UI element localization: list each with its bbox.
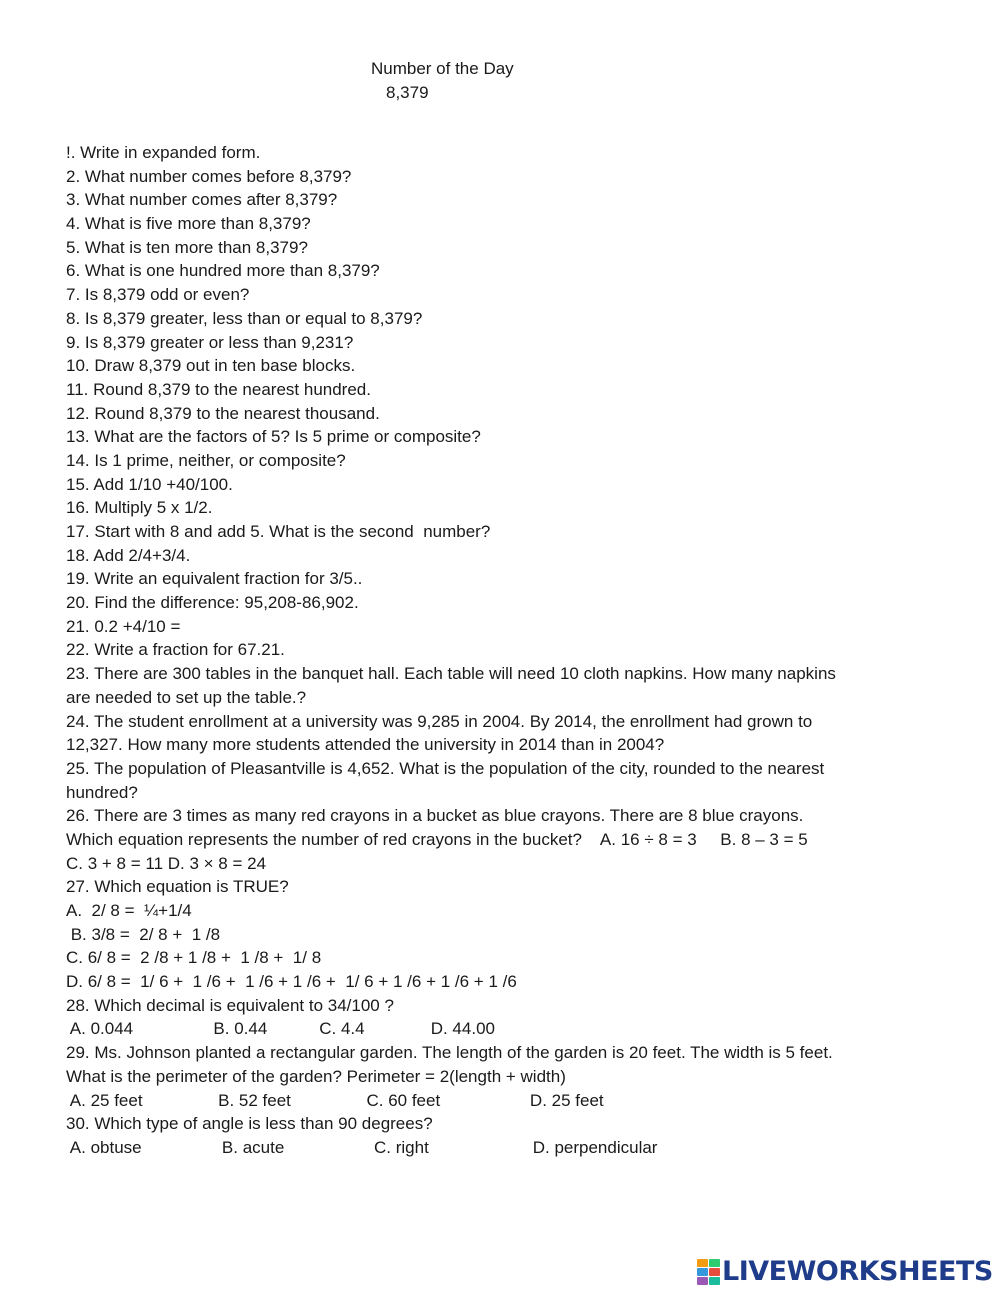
question-line: 20. Find the difference: 95,208-86,902. (66, 593, 359, 613)
question-line: C. 6/ 8 = 2 /8 + 1 /8 + 1 /8 + 1/ 8 (66, 948, 322, 968)
question-line: !. Write in expanded form. (66, 143, 261, 162)
question-line: 25. The population of Pleasantville is 4,652. What is the population of the city, rounded to the nearest (66, 758, 825, 778)
question-line: 4. What is five more than 8,379? (66, 214, 311, 234)
question-line: 3. What number comes after 8,379? (66, 190, 338, 210)
question-line: 13. What are the factors of 5? Is 5 prime or composite? (66, 427, 481, 447)
question-line: 19. Write an equivalent fraction for 3/5.. (66, 569, 363, 589)
question-line: 26. There are 3 times as many red crayons in a bucket as blue crayons. There are 8 blue crayons. (66, 806, 804, 826)
logo-block (709, 1259, 720, 1267)
question-line: 15. Add 1/10 +40/100. (66, 474, 233, 494)
question-line: A. 2/ 8 = ¼+1/4 (66, 901, 192, 920)
question-line: 22. Write a fraction for 67.21. (66, 640, 285, 660)
question-line: 9. Is 8,379 greater or less than 9,231? (66, 332, 354, 352)
question-line: 5. What is ten more than 8,379? (66, 237, 308, 257)
question-line: 2. What number comes before 8,379? (66, 166, 352, 186)
question-line: 14. Is 1 prime, neither, or composite? (66, 450, 346, 470)
logo-blocks-icon (697, 1259, 719, 1285)
question-line: What is the perimeter of the garden? Perimeter = 2(length + width) (66, 1066, 566, 1086)
number-of-the-day: 8,379 (386, 83, 429, 102)
question-line: 30. Which type of angle is less than 90 degrees? (66, 1114, 433, 1134)
logo-block (697, 1277, 708, 1285)
question-line: hundred? (66, 782, 138, 802)
question-line: 11. Round 8,379 to the nearest hundred. (66, 379, 371, 399)
question-line: 24. The student enrollment at a university was 9,285 in 2004. By 2014, the enrollment had grown to (66, 711, 813, 731)
question-line: C. 3 + 8 = 11 D. 3 × 8 = 24 (66, 853, 267, 873)
question-line: D. 6/ 8 = 1/ 6 + 1 /6 + 1 /6 + 1 /6 + 1/ 6 + 1 /6 + 1 /6 + 1 /6 (66, 972, 517, 992)
question-line: A. 0.044 B. 0.44 C. 4.4 D. 44.00 (66, 1019, 495, 1039)
question-list (66, 141, 966, 1160)
question-line: 16. Multiply 5 x 1/2. (66, 498, 213, 518)
question-line: 28. Which decimal is equivalent to 34/100 ? (66, 995, 394, 1015)
question-line: 23. There are 300 tables in the banquet hall. Each table will need 10 cloth napkins. How many napkins (66, 664, 836, 684)
logo-block (697, 1268, 708, 1276)
question-line: A. obtuse B. acute C. right D. perpendicular (66, 1137, 658, 1157)
question-line: 17. Start with 8 and add 5. What is the second number? (66, 522, 491, 541)
question-line: 12. Round 8,379 to the nearest thousand. (66, 403, 380, 423)
logo-block (697, 1259, 708, 1267)
question-line: 8. Is 8,379 greater, less than or equal to 8,379? (66, 308, 423, 328)
question-line: 27. Which equation is TRUE? (66, 877, 289, 897)
question-line: 6. What is one hundred more than 8,379? (66, 261, 380, 281)
question-line: B. 3/8 = 2/ 8 + 1 /8 (66, 924, 221, 944)
logo-block (709, 1268, 720, 1276)
liveworksheets-logo (697, 1257, 993, 1287)
worksheet-title: Number of the Day (371, 59, 514, 78)
question-line: Which equation represents the number of red crayons in the bucket? A. 16 ÷ 8 = 3 B. 8 – 3 = 5 (66, 829, 808, 849)
question-line: A. 25 feet B. 52 feet C. 60 feet D. 25 feet (66, 1090, 604, 1110)
question-line: 7. Is 8,379 odd or even? (66, 285, 250, 305)
question-line: 10. Draw 8,379 out in ten base blocks. (66, 356, 356, 376)
question-line: 18. Add 2/4+3/4. (66, 545, 191, 565)
logo-block (709, 1277, 720, 1285)
question-line: 21. 0.2 +4/10 = (66, 616, 181, 636)
question-line: 29. Ms. Johnson planted a rectangular garden. The length of the garden is 20 feet. The width is 5 feet. (66, 1043, 833, 1063)
question-line: are needed to set up the table.? (66, 687, 307, 707)
logo-text: LIVEWORKSHEETS (722, 1256, 993, 1287)
question-line: 12,327. How many more students attended the university in 2014 than in 2004? (66, 735, 665, 755)
